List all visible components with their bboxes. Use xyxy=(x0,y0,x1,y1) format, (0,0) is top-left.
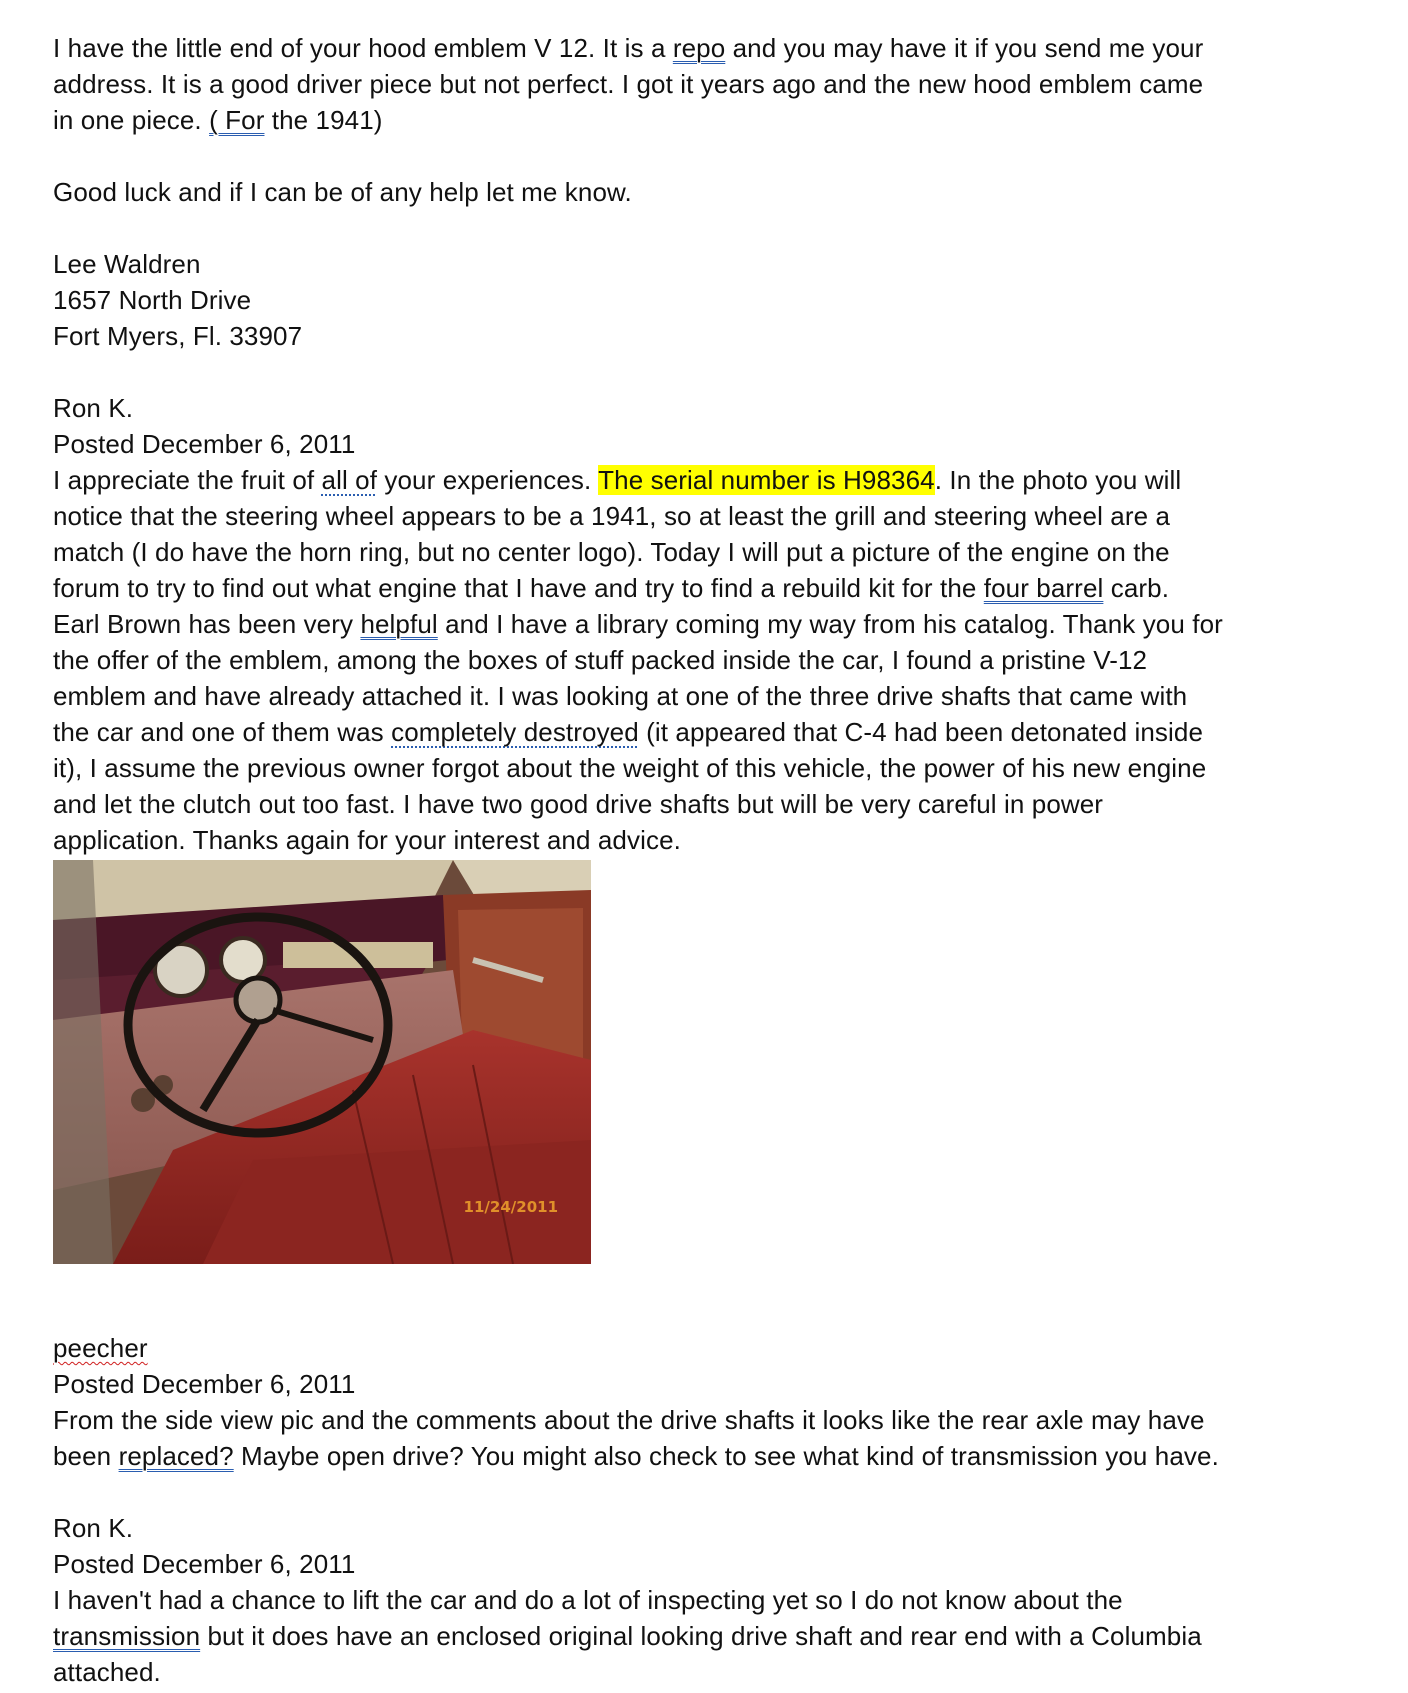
grammar-flag[interactable]: all of xyxy=(321,465,378,495)
photo-date-stamp: 11/24/2011 xyxy=(463,1198,558,1216)
post-date: Posted December 6, 2011 xyxy=(53,1549,356,1579)
post-date: Posted December 6, 2011 xyxy=(53,1369,356,1399)
post-body-line: match (I do have the horn ring, but no center logo). Today I will put a picture of the engine on the xyxy=(53,537,1170,567)
post-date: Posted December 6, 2011 xyxy=(53,429,356,459)
signature-name: Lee Waldren xyxy=(53,249,201,279)
post-body-line: it), I assume the previous owner forgot about the weight of this vehicle, the power of his new engine xyxy=(53,753,1207,783)
post-author: Ron K. xyxy=(53,1513,134,1543)
post-author xyxy=(53,1330,1323,1366)
grammar-flag[interactable]: transmission xyxy=(53,1621,201,1651)
grammar-flag[interactable]: four barrel xyxy=(983,573,1104,603)
spelling-flag[interactable]: peecher xyxy=(53,1333,148,1363)
post-body-line: emblem and have already attached it. I was looking at one of the three drive shafts that came with xyxy=(53,681,1188,711)
post-body-line: forum to try to find out what engine that I have and try to find a rebuild kit for the four barrel carb. xyxy=(53,573,1170,603)
post-body-line: notice that the steering wheel appears to be a 1941, so at least the grill and steering wheel are a xyxy=(53,501,1171,531)
grammar-flag[interactable]: ( For xyxy=(209,105,265,135)
signature-city: Fort Myers, Fl. 33907 xyxy=(53,321,303,351)
post-body-line: the car and one of them was completely destroyed (it appeared that C-4 had been detonated inside xyxy=(53,717,1204,747)
paragraph: I have the little end of your hood emblem V 12. It is a repo and you may have it if you send me your xyxy=(53,33,1204,63)
post-body-line: and let the clutch out too fast. I have two good drive shafts but will be very careful in power xyxy=(53,789,1104,819)
signature-street: 1657 North Drive xyxy=(53,285,252,315)
post-body-line: transmission but it does have an enclosed original looking drive shaft and rear end with a Columbia xyxy=(53,1621,1202,1651)
post-body-line: application. Thanks again for your interest and advice. xyxy=(53,825,681,855)
post-body-line: attached. xyxy=(53,1657,161,1687)
post-body: From the side view pic and the comments about the drive shafts it looks like the rear axle may have xyxy=(53,1405,1205,1435)
paragraph-line: address. It is a good driver piece but not perfect. I got it years ago and the new hood emblem came xyxy=(53,69,1204,99)
post-author: Ron K. xyxy=(53,393,134,423)
car-interior-illustration xyxy=(53,860,591,1264)
paragraph-line: in one piece. ( For the 1941) xyxy=(53,105,383,135)
document-body xyxy=(53,30,1323,1690)
post-body: I haven't had a chance to lift the car and do a lot of inspecting yet so I do not know about the xyxy=(53,1585,1123,1615)
highlighted-text: The serial number is H98364 xyxy=(598,465,935,495)
grammar-flag[interactable]: replaced? xyxy=(118,1441,234,1471)
post-body-line: been replaced? Maybe open drive? You might also check to see what kind of transmission you have. xyxy=(53,1441,1219,1471)
post-body-line: Earl Brown has been very helpful and I have a library coming my way from his catalog. Thank you for xyxy=(53,609,1223,639)
paragraph: Good luck and if I can be of any help let me know. xyxy=(53,177,632,207)
grammar-flag[interactable]: completely destroyed xyxy=(391,717,639,747)
post-body: I appreciate the fruit of all of your experiences. The serial number is H98364. In the photo you will xyxy=(53,465,1182,495)
grammar-flag[interactable]: repo xyxy=(672,33,726,63)
car-interior-photo xyxy=(53,860,591,1264)
post-body-line: the offer of the emblem, among the boxes of stuff packed inside the car, I found a pristine V-12 xyxy=(53,645,1148,675)
grammar-flag[interactable]: helpful xyxy=(360,609,438,639)
